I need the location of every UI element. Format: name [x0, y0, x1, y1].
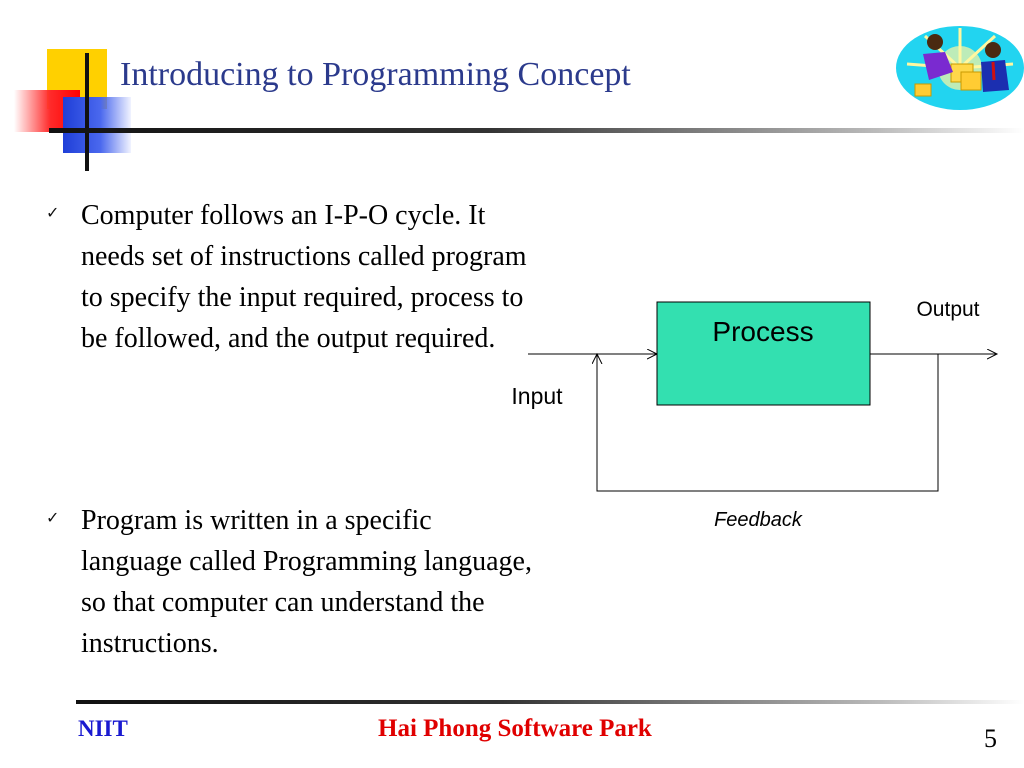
- process-label: Process: [712, 316, 814, 347]
- checkmark-icon: ✓: [46, 203, 60, 222]
- input-label: Input: [511, 383, 563, 409]
- page-number: 5: [984, 724, 997, 753]
- footer-rule: [76, 700, 1024, 704]
- slide-title: Introducing to Programming Concept: [120, 56, 631, 93]
- logo-vertical-line: [85, 53, 89, 171]
- output-label: Output: [916, 298, 980, 321]
- ipo-diagram: [500, 280, 1024, 540]
- bullet-text-1: Computer follows an I-P-O cycle. It needs set of instructions called program to specify the input required, process to be followed, and the output required.: [81, 200, 527, 354]
- footer-niit: NIIT: [78, 716, 128, 741]
- footer-center-title: Hai Phong Software Park: [378, 715, 652, 742]
- business-meeting-clipart-icon: [895, 24, 1024, 112]
- feedback-label: Feedback: [714, 509, 802, 531]
- title-underline: [49, 128, 1024, 133]
- bullet-text-2: Program is written in a specific language called Programming language, so that computer can understand the instructions.: [81, 505, 532, 659]
- checkmark-icon: ✓: [46, 508, 60, 527]
- logo-blue-square: [63, 97, 131, 153]
